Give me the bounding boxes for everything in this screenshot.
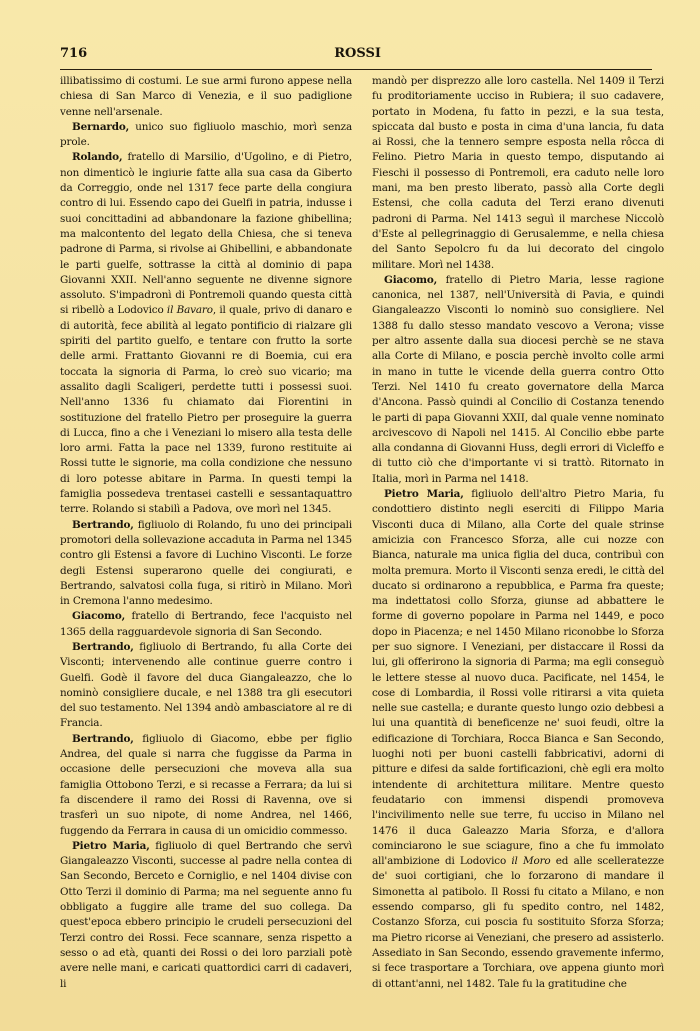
paragraph-text: figliuolo dell'altro Pietro Maria, fu condottiero distinto negli eserciti di Filippo Maria Visconti duca di Milano, alla Corte del quale strinse amicizia con Francesco Sforza, alle cui nozze con Bianca, naturale ma unica figlia del duca, contribuì con molta premura. Morto il Visconti senza eredi, le città del ducato si ordinarono a repubblica, e Parma fra queste; ma indettatosi collo Sforza, giunse ad abbattere le forme di governo popolare in Parma nel 1449, e poco dopo in Piacenza; e nel 1450 Milano riconobbe lo Sforza per suo signore. I Veneziani, per distaccare il Rossi da lui, gli offerirono la signoria di Parma; ma egli conseguò le lettere stesse al nuovo duca. Pacificate, nel 1454, le cose di Lombardia, il Rossi volle ritirarsi a vita quieta nelle sue castella; e durante questo lungo ozio debbesi a lui una quantità di beneficenze ne' suoi feudi, oltre la edificazione di Torchiara, Rocca Bianca e San Secondo, luoghi noti per buoni castelli fabbricativi, adorni di pitture e difesi da salde fortificazioni, chè egli era molto intendente di architettura militare. Mentre questo feudatario con immensi dispendi promoveva l'incivilimento nelle sue terre, fu ucciso in Milano nel 1476 il duca Galeazzo Maria Sforza, e d'allora cominciarono le sue sciagure, fino a che fu immolato all'ambizione di Lodovico bbox=[372, 488, 664, 868]
paragraph bbox=[60, 74, 352, 120]
paragraph-text: figliuolo di quel Bertrando che servì Giangaleazzo Visconti, successe al padre nella contea di San Secondo, Berceto e Corniglio, e nel 1404 divise con Otto Terzi il dominio di Parma; ma nel seguente anno fu obbligato a fuggire alle trame del suo collega. Da quest'epoca ebbero principio le crudeli persecuzioni del Terzi contro dei Rossi. Fece scannare, senza rispetto a sesso o ad età, quanti dei Rossi o dei loro parziali potè avere nelle mani, e caricati quattordici carri di cadaveri, li bbox=[60, 839, 352, 990]
paragraph-text: fratello di Bertrando, fece l'acquisto nel 1365 della ragguardevole signoria di San Secondo. bbox=[60, 610, 352, 638]
paragraph bbox=[60, 150, 352, 517]
paragraph bbox=[372, 273, 664, 487]
paragraph-text: , il quale, privo di danaro e di autorità, fece abilità al legato pontificio di rialzare gli spiriti del partito guelfo, e tentare con frutto la sorte delle armi. Frattanto Giovanni re di Boemia, cui era toccata la signoria di Parma, lo creò suo vicario; ma assalito dagli Scaligeri, perdette tutti i possessi suoi. Nell'anno 1336 fu chiamato dai Fiorentini in sostituzione del fratello Pietro per proseguire la guerra di Lucca, fino a che i Veneziani lo misero alla testa delle loro armi. Fatta la pace nel 1339, furono restituite ai Rossi tutte le signorie, ma colla condizione che nessuno di loro potesse abitare in Parma. In questi tempi la famiglia possedeva trentasei castelli e sessantaquattro terre. Rolando si stabilì a Padova, ove morì nel 1345. bbox=[60, 304, 352, 516]
entry-name: Pietro Maria, bbox=[384, 488, 464, 501]
entry-name: Giacomo, bbox=[72, 610, 126, 623]
text-columns bbox=[60, 74, 664, 994]
paragraph-text: figliuolo di Giacomo, ebbe per figlio Andrea, del quale si narra che fuggisse da Parma in occasione delle persecuzioni che moveva alla sua famiglia Ottobono Terzi, e si recasse a Ferrara; da lui si fa discendere il ramo dei Rossi di Ravenna, ove si trasferì un suo nipote, di nome Andrea, nel 1466, fuggendo da Ferrara in causa di un omicidio commesso. bbox=[60, 732, 352, 837]
running-title: ROSSI bbox=[334, 45, 381, 61]
paragraph-text: fratello di Pietro Maria, lesse ragione canonica, nel 1387, nell'Università di Pavia, e quindi Giangaleazzo Visconti lo nominò suo consigliere. Nel 1388 fu dallo stesso mandato vescovo a Verona; visse per altro assente dalla sua diocesi perchè se ne stava alla Corte di Milano, e poscia perchè involto colle armi in mano in tutte le vicende della guerra contro Otto Terzi. Nel 1410 fu creato governatore della Marca d'Ancona. Passò quindi al Concilio di Costanza tenendo le parti di papa Giovanni XXII, dal quale venne nominato arcivescovo di Napoli nel 1415. Al Concilio ebbe parte alla condanna di Giovanni Huss, degli errori di Vicleffo e di tutto ciò che d'importante vi si trattò. Ritornato in Italia, morì in Parma nel 1418. bbox=[372, 273, 664, 485]
page-number: 716 bbox=[60, 45, 88, 61]
paragraph bbox=[60, 609, 352, 640]
paragraph bbox=[60, 518, 352, 610]
entry-name: Giacomo, bbox=[384, 273, 438, 286]
paragraph bbox=[60, 640, 352, 732]
paragraph bbox=[372, 487, 664, 992]
paragraph-text: illibatissimo di costumi. Le sue armi furono appese nella chiesa di San Marco di Venezia, e il suo padiglione venne nell'arsenale. bbox=[60, 75, 352, 118]
paragraph-text: fratello di Marsilio, d'Ugolino, e di Pietro, non dimenticò le ingiurie fatte alla sua casa da Giberto da Correggio, onde nel 1317 fece parte della congiura contro di lui. Essendo capo dei Guelfi in patria, indusse i suoi concittadini ad abbandonare la fazione ghibellina; ma malcontento del legato della Chiesa, che si teneva padrone di Parma, si rivolse ai Ghibellini, e abbandonate le parti guelfe, sottrasse la città al dominio di papa Giovanni XXII. Nell'anno seguente ne divenne signore assoluto. S'impadronì di Pontremoli quando questa città si ribellò a Lodovico bbox=[60, 151, 352, 317]
entry-name: Rolando, bbox=[72, 151, 123, 164]
paragraph-text: figliuolo di Bertrando, fu alla Corte dei Visconti; intervenendo alle continue guerre contro i Guelfi. Godè il favore del duca Giangaleazzo, che lo nominò consigliere ducale, e nel 1388 tra gli esecutori del suo testamento. Nel 1394 andò ambasciatore al re di Francia. bbox=[60, 640, 352, 730]
italic-epithet: il Bavaro bbox=[166, 304, 213, 317]
paragraph bbox=[60, 120, 352, 151]
right-column bbox=[372, 74, 664, 994]
entry-name: Bertrando, bbox=[72, 640, 134, 653]
paragraph bbox=[372, 74, 664, 273]
paragraph bbox=[60, 732, 352, 839]
entry-name: Bernardo, bbox=[72, 120, 130, 133]
paragraph-text: figliuolo di Rolando, fu uno dei principali promotori della sollevazione accaduta in Parma nel 1345 contro gli Estensi a favore di Luchino Visconti. Le forze degli Estensi superarono quelle dei congiurati, e Bertrando, salvatosi colla fuga, si ritirò in Milano. Morì in Cremona l'anno medesimo. bbox=[60, 518, 352, 608]
paragraph-text: unico suo figliuolo maschio, morì senza prole. bbox=[60, 120, 352, 149]
entry-name: Bertrando, bbox=[72, 732, 134, 745]
left-column bbox=[60, 74, 352, 994]
entry-name: Bertrando, bbox=[72, 518, 134, 531]
entry-name: Pietro Maria, bbox=[72, 839, 150, 852]
paragraph-text: mandò per disprezzo alle loro castella. Nel 1409 il Terzi fu proditoriamente ucciso in Rubiera; il suo cadavere, portato in Modena, fu fatto in pezzi, e la sua testa, spiccata dal busto e posta in cima d'una lancia, fu data ai Rossi, che la tennero sempre esposta nella rôcca di Felino. Pietro Maria in questo tempo, disputando ai Fieschi il possesso di Pontremoli, era caduto nelle loro mani, ma ben presto liberato, passò alla Corte degli Estensi, che colla caduta del Terzi erano divenuti padroni di Parma. Nel 1413 seguì il marchese Niccolò d'Este al pellegrinaggio di Gerusalemme, e nella chiesa del Santo Sepolcro fu da lui decorato del cingolo militare. Morì nel 1438. bbox=[372, 75, 664, 271]
header-rule bbox=[60, 69, 652, 70]
paragraph-text: ed alle scelleratezze de' suoi cortigiani, che lo forzarono di mandare il Simonetta al patibolo. Il Rossi fu citato a Milano, e non essendo comparso, gli fu spedito contro, nel 1482, Costanzo Sforza, cui poscia fu sostituito Sforza Sforza; ma Pietro ricorse ai Veneziani, che presero ad assisterlo. Assediato in San Secondo, essendo gravemente infermo, si fece trasportare a Torchiara, ove appena giunto morì di ottant'anni, nel 1482. Tale fu la gratitudine che bbox=[372, 855, 664, 990]
running-header bbox=[60, 42, 652, 64]
italic-epithet: il Moro bbox=[511, 855, 551, 868]
paragraph bbox=[60, 839, 352, 992]
